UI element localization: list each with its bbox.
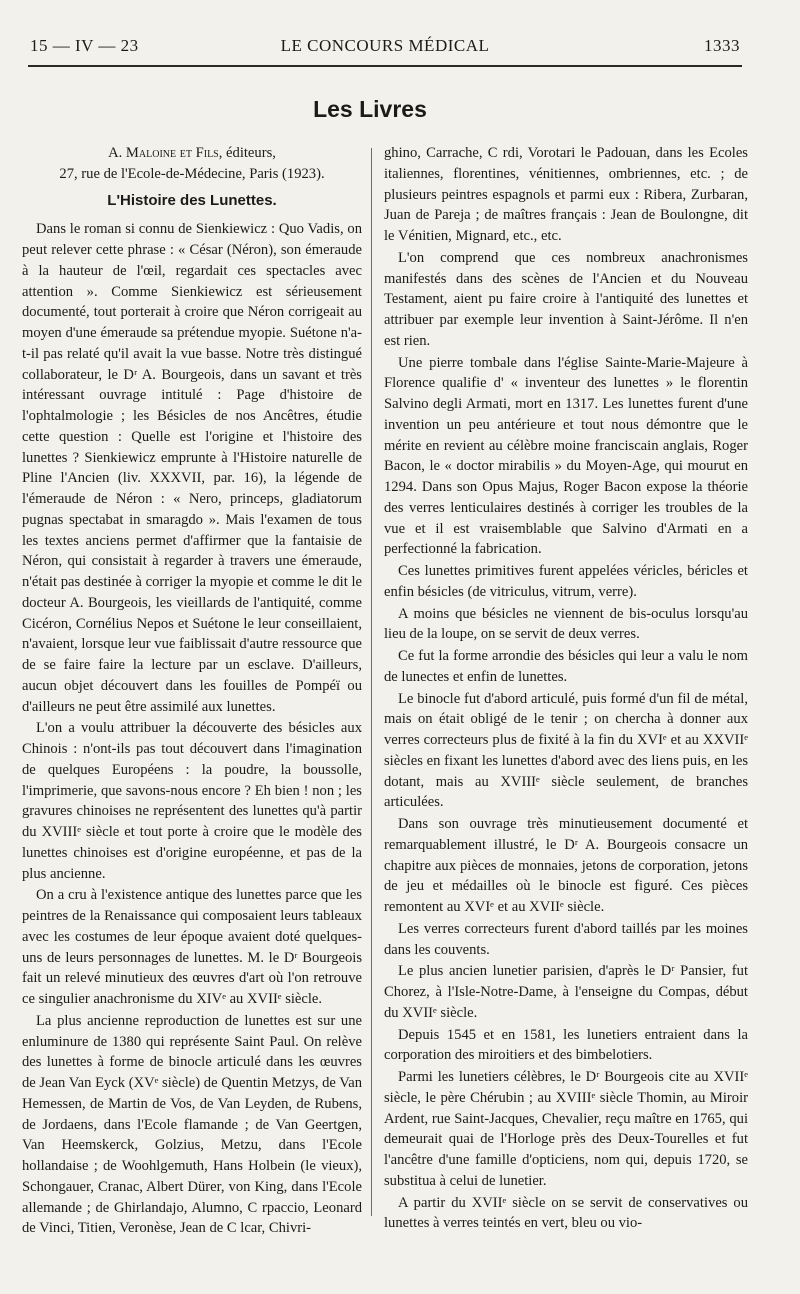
right-paragraph-12: Parmi les lunetiers célèbres, le Dʳ Bourgeois cite au XVIIᵉ siècle, le père Chérubin ; au XVIIIᵉ siècle Thomin, au Miroir Ardent, rue Saint-Jacques, Chevalier, reçu maître en 1765, qui demeurait quai de l'Horloge près des Deux-Tourelles et fut l'ancêtre d'une famille d'opticiens, nom qui, depuis 1720, se substitua à celui de lunetier. <box>384 1069 748 1189</box>
left-paragraph-3: On a cru à l'existence antique des lunettes parce que les peintres de la Renaissance qui composaient leurs tableaux avec les costumes de leur époque avaient doté quelques-uns de leurs personnages de lunettes. M. le Dʳ Bourgeois fait un relevé minutieux des œuvres d'art où l'on retrouve ce singulier anachronisme du XIVᵉ au XVIIᵉ siècle. <box>22 887 362 1007</box>
right-paragraph-10: Le plus ancien lunetier parisien, d'après le Dʳ Pansier, fut Chorez, à l'Isle-Notre-Dame, à l'enseigne du Compas, début du XVIIᵉ siècle. <box>384 963 748 1021</box>
right-paragraph-4: Ces lunettes primitives furent appelées véricles, béricles et enfin bésicles (de vitriculus, vitrum, verre). <box>384 563 748 600</box>
right-paragraph-6: Ce fut la forme arrondie des bésicles qui leur a valu le nom de lunectes et enfin de lunettes. <box>384 648 748 685</box>
right-paragraph-2: L'on comprend que ces nombreux anachronismes manifestés dans des scènes de l'Ancien et du Nouveau Testament, aient pu faire croire à l'antiquité des lunettes et attribuer par exemple leur invention à Saint-Jérôme. Il n'en est rien. <box>384 249 748 349</box>
left-column <box>22 143 362 1240</box>
right-column <box>384 143 748 1235</box>
publisher-address: 27, rue de l'Ecole-de-Médecine, Paris (1923). <box>59 165 325 182</box>
right-paragraph-3: Une pierre tombale dans l'église Sainte-Marie-Majeure à Florence qualifie d' « inventeur des lunettes » le florentin Salvino degli Armati, mort en 1317. Les lunettes furent d'une invention un peu antérieure et tout nous démontre que le mérite en revient au célèbre moine franciscain anglais, Roger Bacon, le « doctor mirabilis » du Moyen-Age, qui mourut en 1294. Dans son Opus Majus, Roger Bacon expose la théorie des verres lenticulaires destinés à corriger les troubles de la vue et il est vraisemblable que Salvino d'Armati en a perfectionné la fabrication. <box>384 354 748 558</box>
left-paragraph-4: La plus ancienne reproduction de lunettes est sur une enluminure de 1380 qui représente Saint Paul. On relève des lunettes à forme de binocle articulé dans les œuvres de Jean Van Eyck (XVᵉ siècle) de Quentin Metzys, de Van Hemessen, de Martin de Vos, de Van Leyden, de Rubens, de Jordaens, dans l'Ecole flamande ; de Van Geertgen, Van Heemskerck, Golzius, Metzu, dans l'Ecole hollandaise ; de Woohlgemuth, Hans Holbein (le vieux), Schongauer, Cranac, Albert Dürer, von King, dans l'Ecole allemande ; de Ghirlandajo, Alumno, C rpaccio, Leonard de Vinci, Titien, Veronèse, Jean de C lcar, Chivri- <box>22 1012 362 1237</box>
running-header <box>30 36 740 62</box>
right-paragraph-8: Dans son ouvrage très minutieusement documenté et remarquablement illustré, le Dʳ A. Bourgeois consacre un chapitre aux pièces de monnaies, jetons de corporation, jetons de jeu et médailles où le binocle est figuré. Ces pièces remontent au XVIᵉ et au XVIIᵉ siècle. <box>384 816 748 915</box>
publisher-role: , éditeurs, <box>218 145 276 161</box>
right-paragraph-13: A partir du XVIIᵉ siècle on se servit de conservatives ou lunettes à verres teintés en vert, bleu ou vio- <box>384 1194 748 1232</box>
header-rule <box>28 65 742 67</box>
column-divider <box>371 148 372 1216</box>
right-paragraph-5: A moins que bésicles ne viennent de bis-oculus lorsqu'au lieu de la loupe, on se servit de deux verres. <box>384 605 748 643</box>
left-paragraph-1: Dans le roman si connu de Sienkiewicz : Quo Vadis, on peut relever cette phrase : « César (Néron), son émeraude à la hauteur de l'œil, regardait ces spectacles avec attention ». Comme Sienkiewicz est sérieusement documenté, tout porterait à croire que Néron corrigeait au moyen d'une émeraude sa prétendue myopie. Suétone n'a-t-il pas relaté qu'il avait la vue basse. Notre très distingué collaborateur, le Dʳ A. Bourgeois, dans un savant et très intéressant ouvrage intitulé : Page d'histoire de l'ophtalmologie ; les Bésicles de nos Ancêtres, étudie cette question : Quelle est l'origine et l'histoire des lunettes ? Sienkiewicz emprunte à l'Histoire naturelle de Pline l'Ancien (liv. XXXVII, par. 16), la légende de l'émeraude de Néron : « Nero, princeps, gladiatorum pugnas spectabat in smaragdo ». Mais l'examen de tous les textes anciens permet d'affirmer que la fantaisie de Néron, qui consistait à regarder à travers une émeraude, n'était pas destinée à corriger la myopie et comme le dit le docteur A. Bourgeois, les vieillards de l'antiquité, comme Cicéron, Cornélius Nepos et Suétone le leur conseillaient, n'avaient, lorsque leur vue faiblissait d'autre ressource que de se faire faire la lecture par un esclave. D'ailleurs, aucun objet découvert dans les fouilles de Pompéï ou d'ailleurs ne peut être assimilé aux lunettes. <box>22 221 362 715</box>
publisher-line <box>22 143 362 164</box>
right-paragraph-1: ghino, Carrache, C rdi, Vorotari le Padouan, dans les Ecoles italiennes, florentines, vénitiennes, ombriennes, etc. ; de plusieurs peintres espagnols et parmi eux : Ribera, Zurbaran, Juan de Pareja ; de maîtres français : Jean de Boulongne, dit le Vénitien, Mignard, etc., etc. <box>384 145 748 244</box>
issue-date: 15 — IV — 23 <box>30 36 139 55</box>
journal-title: LE CONCOURS MÉDICAL <box>280 36 490 55</box>
publisher-name: A. Maloine et Fils <box>108 145 219 161</box>
right-paragraph-9: Les verres correcteurs furent d'abord taillés par les moines dans les couvents. <box>384 920 748 958</box>
right-paragraph-7: Le binocle fut d'abord articulé, puis formé d'un fil de métal, mais on était obligé de le tenir ; on chercha à donner aux verres correcteurs plus de fixité à la fin du XVIᵉ et au XXVIIᵉ siècles en fixant les lunettes d'abord avec des liens puis, en les dotant, mais au XVIIIᵉ siècle seulement, de branches articulées. <box>384 690 748 811</box>
section-title: Les Livres <box>313 96 427 122</box>
article-title: L'Histoire des Lunettes. <box>107 191 277 209</box>
left-paragraph-2: L'on a voulu attribuer la découverte des bésicles aux Chinois : n'ont-ils pas tout découvert dans l'imagination de quelques Européens : la poudre, la boussolle, l'imprimerie, que savons-nous encore ? Eh bien ! non ; les gravures chinoises ne représentent des lunettes qu'à partir du XVIIIᵉ siècle et tout porte à croire que le modèle des lunettes chinoises est d'origine européenne, et pas de la plus ancienne. <box>22 720 362 882</box>
page-number: 1333 <box>704 36 740 55</box>
right-paragraph-11: Depuis 1545 et en 1581, les lunetiers entraient dans la corporation des miroitiers et des bimbelotiers. <box>384 1026 748 1064</box>
